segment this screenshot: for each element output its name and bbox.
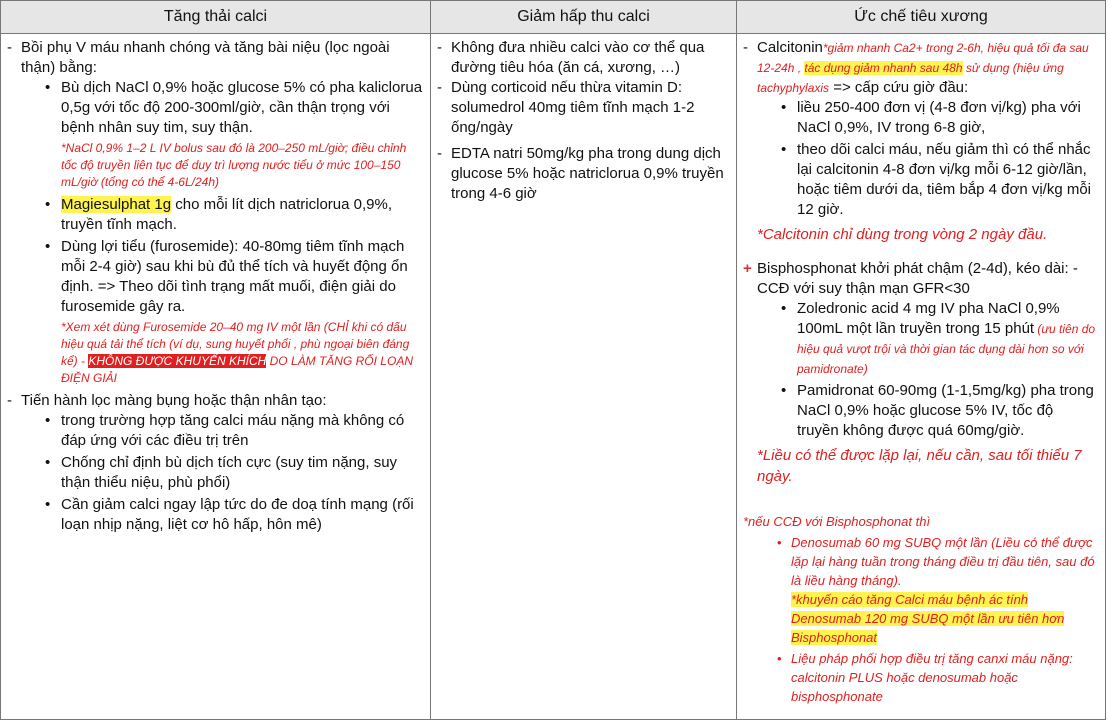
- list-item-text: Bù dịch NaCl 0,9% hoặc glucose 5% có pha kaliclorua 0,5g với tốc độ 200-300ml/giờ, cần thận trọng với bệnh nhân suy tim, suy thận.: [61, 79, 423, 136]
- list-item: • trong trường hợp tăng calci máu nặng mà không có đáp ứng với các điều trị trên: [21, 411, 424, 451]
- col-increase-excretion: [1, 34, 431, 720]
- repeat-dose-note: *Liều có thể được lặp lại, nếu cần, sau tối thiểu 7 ngày.: [757, 447, 1082, 485]
- denosumab-list: [743, 533, 1099, 706]
- item-dialysis-text: - Tiến hành lọc màng bụng hoặc thận nhân tạo:: [21, 392, 327, 409]
- item-calcitonin: [743, 38, 1099, 245]
- item-volume-repletion: [7, 38, 424, 387]
- content-row: [1, 34, 1106, 720]
- list-item: • liều 250-400 đơn vị (4-8 đơn vị/kg) pha với NaCl 0,9%, IV trong 6-8 giờ,: [757, 98, 1099, 138]
- furosemide-note: [61, 319, 424, 387]
- list-item: • Cần giảm calci ngay lập tức do đe doạ tính mạng (rối loạn nhịp nặng, liệt cơ hô hấp, hôn mê): [21, 495, 424, 535]
- tachyphylaxis-highlight: tác dụng giảm nhanh sau 48h: [804, 61, 963, 75]
- magnesium-highlight: Magiesulphat 1g: [61, 196, 172, 213]
- note-text: sử dụng (hiệu ứng tachyphylaxis: [757, 61, 1064, 95]
- note-text: DO LÀM TĂNG RỐI LOẠN ĐIỆN GIẢI: [61, 354, 413, 385]
- contraindication-note: *nếu CCĐ với Bisphosphonat thì: [743, 514, 931, 529]
- header-increase-excretion: Tăng thải calci: [1, 1, 431, 34]
- bisphosphonate-list: [757, 299, 1099, 441]
- list-item: • Pamidronat 60-90mg (1-1,5mg/kg) pha trong NaCl 0,9% hoặc glucose 5% IV, tốc độ truyền không được quá 60mg/giờ.: [757, 381, 1099, 441]
- list-item-text: Denosumab 60 mg SUBQ một lần (Liều có thể được lặp lại hàng tuần trong tháng điều trị đầu tiên, sau đó là liều hàng tháng).: [791, 535, 1095, 588]
- list-item: [21, 78, 424, 191]
- list-item-text: cho mỗi lít dịch natriclorua 0,9%, truyền tĩnh mạch.: [61, 196, 393, 233]
- calcitonin-list: [757, 98, 1099, 220]
- list-item: • Liệu pháp phối hợp điều trị tăng canxi máu nặng: calcitonin PLUS hoặc denosumab hoặc bisphosphonate: [743, 649, 1099, 706]
- list-item: • theo dõi calci máu, nếu giảm thì có thể nhắc lại calcitonin 4-8 đơn vị/kg mỗi 6-12 giờ/lần, hoặc tiêm dưới da, tiêm bắp 4 đơn vị/kg mỗi 12 giờ.: [757, 140, 1099, 220]
- list-item: [757, 299, 1099, 379]
- calcitonin-warning: *Calcitonin chỉ dùng trong vòng 2 ngày đầu.: [757, 226, 1048, 243]
- item-bisphosphonate: [743, 259, 1099, 487]
- plus-marker: +: [743, 260, 752, 277]
- bisphosphonate-text: Bisphosphonat khởi phát chậm (2-4d), kéo dài: - CCĐ với suy thận mạn GFR<30: [757, 260, 1078, 297]
- volume-list: [21, 78, 424, 387]
- dialysis-list: [21, 411, 424, 535]
- note-text: *giảm nhanh Ca2+ trong 2-6h, hiệu quả tối đa sau 12-24h ,: [757, 41, 1089, 75]
- note-text: *Xem xét dùng Furosemide 20–40 mg IV một lần (CHỈ khi có dấu hiệu quá tải thể tích (ví dụ, sung huyết phổi , phù ngoại biên đáng kể) -: [61, 320, 410, 368]
- not-recommended-highlight: KHÔNG ĐƯỢC KHUYẾN KHÍCH: [88, 354, 267, 368]
- list-item: [21, 195, 424, 235]
- item-volume-repletion-text: - Bồi phụ V máu nhanh chóng và tăng bài niệu (lọc ngoài thận) bằng:: [21, 39, 390, 76]
- header-inhibit-resorption: Ức chế tiêu xương: [737, 1, 1106, 34]
- list-item: - Không đưa nhiều calci vào cơ thể qua đường tiêu hóa (ăn cá, xương, …): [437, 38, 730, 78]
- item-dialysis: [7, 391, 424, 535]
- list-item: - Dùng corticoid nếu thừa vitamin D: solumedrol 40mg tiêm tĩnh mạch 1-2 ống/ngày: [437, 78, 730, 138]
- list-item-text: Dùng lợi tiểu (furosemide): 40-80mg tiêm tĩnh mạch mỗi 2-4 giờ) sau khi bù đủ thể tích và huyết động ổn định. => Theo dõi tình trạng mất muối, điện giải do furosemide gây ra.: [61, 238, 408, 315]
- calcitonin-label: Calcitonin: [757, 39, 823, 56]
- header-row: [1, 1, 1106, 34]
- header-reduce-absorption: Giảm hấp thu calci: [431, 1, 737, 34]
- zoledronic-note: (ưu tiên do hiệu quả vượt trội và thời gian tác dụng dài hơn so với pamidronate): [797, 322, 1096, 376]
- list-item-text: Zoledronic acid 4 mg IV pha NaCl 0,9% 100mL một lần truyền trong 15 phút: [797, 300, 1060, 337]
- nacl-note: *NaCl 0,9% 1–2 L IV bolus sau đó là 200–250 mL/giờ; điều chỉnh tốc độ truyền liên tục để duy trì lượng nước tiểu ở mức 100–150 mL/giờ (tổng có thể 4-6L/24h): [61, 141, 407, 189]
- col-reduce-absorption: [431, 34, 737, 720]
- list-item: [743, 533, 1099, 647]
- col-inhibit-resorption: [737, 34, 1106, 720]
- list-item: [21, 237, 424, 387]
- list-item: - EDTA natri 50mg/kg pha trong dung dịch glucose 5% hoặc natriclorua 0,9% truyền trong 4-6 giờ: [437, 144, 730, 204]
- list-item: • Chống chỉ định bù dịch tích cực (suy tim nặng, suy thận thiểu niệu, phù phổi): [21, 453, 424, 493]
- calcitonin-tail: => cấp cứu giờ đầu:: [829, 79, 969, 96]
- malignancy-highlight: *khuyến cáo tăng Calci máu bệnh ác tính Denosumab 120 mg SUBQ một lần ưu tiên hơn Bisphosphonat: [791, 592, 1065, 645]
